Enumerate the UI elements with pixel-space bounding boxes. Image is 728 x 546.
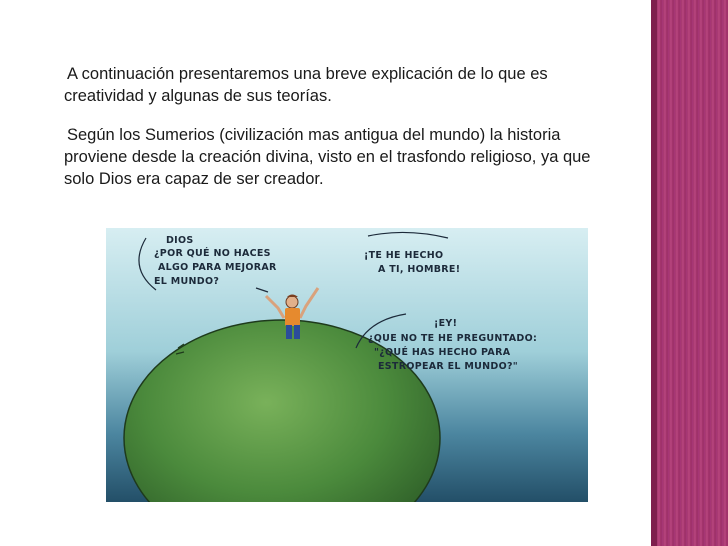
- sumerians-paragraph: [64, 124, 649, 190]
- speaker-label: DIOS: [166, 235, 194, 246]
- intro-line-1: A continuación presentaremos una breve explicación de lo que es: [67, 65, 548, 83]
- svg-text:¡TE HE HECHO: ¡TE HE HECHO: [364, 250, 444, 261]
- cartoon-image: [106, 228, 588, 502]
- decorative-side-bar: [651, 0, 728, 546]
- svg-text:A TI, HOMBRE!: A TI, HOMBRE!: [378, 264, 461, 275]
- sumerians-line-1: Según los Sumerios (civilización mas antigua del mundo) la historia: [67, 126, 561, 144]
- svg-text:EL MUNDO?: EL MUNDO?: [154, 276, 220, 287]
- svg-text:¿POR QUÉ NO HACES: ¿POR QUÉ NO HACES: [154, 248, 271, 259]
- svg-text:¿QUE NO TE HE PREGUNTADO:: ¿QUE NO TE HE PREGUNTADO:: [368, 333, 538, 344]
- sumerians-line-3: solo Dios era capaz de ser creador.: [64, 170, 324, 188]
- svg-text:ESTROPEAR EL MUNDO?": ESTROPEAR EL MUNDO?": [378, 361, 519, 372]
- svg-text:¡EY!: ¡EY!: [434, 318, 458, 329]
- intro-paragraph: [64, 63, 649, 107]
- sumerians-line-2: proviene desde la creación divina, visto en el trasfondo religioso, ya que: [64, 148, 591, 166]
- svg-text:"¿QUÉ HAS HECHO PARA: "¿QUÉ HAS HECHO PARA: [374, 347, 511, 358]
- intro-line-2: creatividad y algunas de sus teorías.: [64, 87, 332, 105]
- cartoon-illustration: [106, 228, 588, 502]
- svg-text:ALGO PARA MEJORAR: ALGO PARA MEJORAR: [158, 262, 277, 273]
